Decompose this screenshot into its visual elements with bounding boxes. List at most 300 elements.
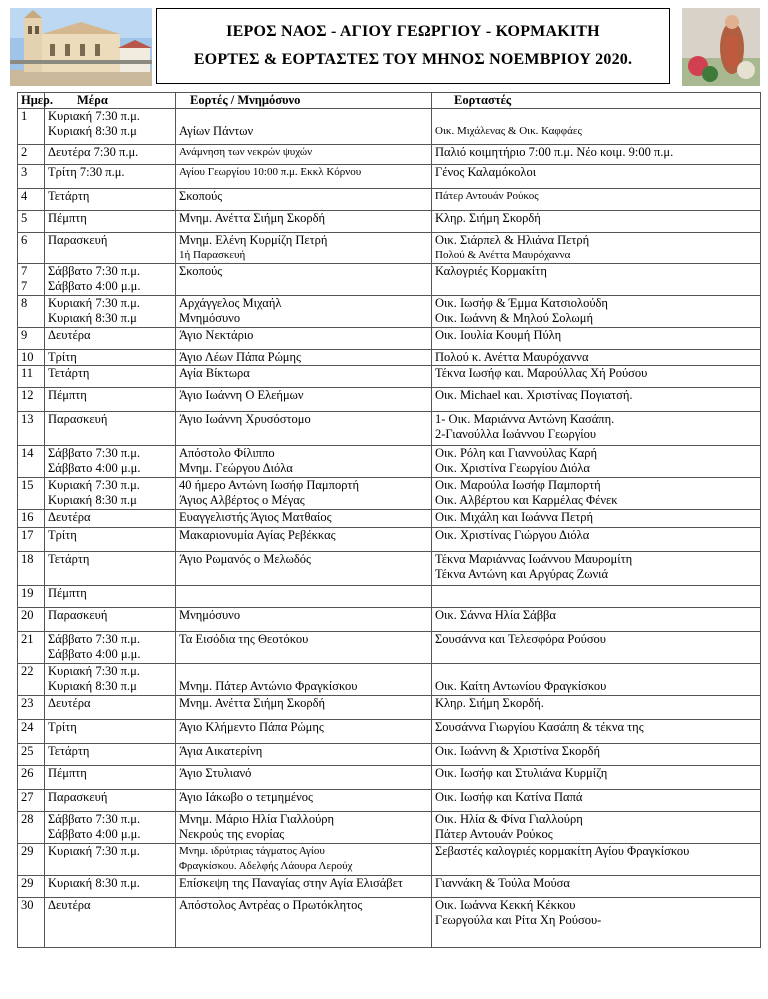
day-cell-line: 17: [21, 528, 34, 542]
feast-cell-line: Σκοπούς: [179, 264, 223, 278]
weekday-cell: [45, 328, 176, 350]
celebrant-cell-line: Γιαννάκη & Τούλα Μούσα: [435, 876, 570, 890]
feast-cell-line: Απόστολος Αντρέας ο Πρωτόκλητος: [179, 898, 363, 912]
month-title: ΕΟΡΤΕΣ & ΕΟΡΤΑΣΤΕΣ ΤΟΥ ΜΗΝΟΣ ΝΟΕΜΒΡΙΟΥ 2020.: [193, 51, 633, 68]
weekday-cell: [45, 412, 176, 446]
weekday-cell-line: Πέμπτη: [48, 211, 87, 225]
weekday-cell-line: Σάββατο 7:30 π.μ.: [48, 632, 141, 646]
weekday-cell: [45, 608, 176, 632]
celebrant-cell: [432, 233, 761, 264]
day-cell: [18, 528, 45, 552]
day-cell: [18, 233, 45, 264]
celebrant-cell-line: Οικ. Ιωάννα Κεκκή Κέκκου: [435, 898, 576, 912]
feast-cell: [176, 876, 432, 898]
weekday-cell-line: Δευτέρα: [48, 510, 91, 524]
feast-cell-line: Νεκρούς της ενορίας: [179, 827, 285, 841]
day-cell-line: 2: [21, 145, 28, 159]
page-header: [10, 8, 760, 88]
weekday-cell-line: Κυριακή 8:30 π.μ: [48, 124, 137, 138]
feast-cell-line: Άγιο Ιάκωβο ο τετμημένος: [179, 790, 314, 804]
weekday-cell-line: Κυριακή 7:30 π.μ.: [48, 664, 140, 678]
day-cell-line: 14: [21, 446, 34, 460]
day-cell-line: 29: [21, 876, 34, 890]
table-row: [18, 876, 761, 898]
feast-cell-line: Μνημόσυνο: [179, 608, 241, 622]
weekday-cell: [45, 720, 176, 744]
celebrant-cell-line: [435, 586, 760, 601]
weekday-cell-line: Τρίτη: [48, 720, 77, 734]
weekday-cell: [45, 388, 176, 412]
feast-cell: [176, 388, 432, 412]
day-cell-line: 5: [21, 211, 28, 225]
feast-cell-line: Αγίων Πάντων: [179, 124, 254, 138]
day-cell: [18, 328, 45, 350]
day-cell-line: 8: [21, 296, 28, 310]
celebrant-cell-line: Οικ. Ηλία & Φίνα Γιαλλούρη: [435, 812, 583, 826]
celebrant-cell-line: Οικ. Michael και. Χριστίνας Πογιατσή.: [435, 388, 633, 402]
celebrant-cell-line: Οικ. Ιωσήφ και Στυλιάνα Κυρμίζη: [435, 766, 608, 780]
table-row: [18, 350, 761, 366]
celebrant-cell-line: Καλογριές Κορμακίτη: [435, 264, 547, 278]
weekday-cell-line: Κυριακή 8:30 π.μ.: [48, 876, 140, 890]
celebrant-cell-line: [435, 109, 760, 124]
day-cell: [18, 790, 45, 812]
celebrant-cell-line: Πολού κ. Ανέττα Μαυρόχαννα: [435, 350, 589, 364]
weekday-cell-line: Τρίτη: [48, 528, 77, 542]
church-title: ΙΕΡΟΣ ΝΑΟΣ - ΑΓΙΟΥ ΓΕΩΡΓΙΟΥ - ΚΟΡΜΑΚΙΤΗ: [226, 23, 600, 40]
weekday-cell: [45, 552, 176, 586]
celebrant-cell-line: Οικ. Σάννα Ηλία Σάββα: [435, 608, 556, 622]
day-cell: [18, 165, 45, 189]
table-row: [18, 608, 761, 632]
celebrant-cell-line: Οικ. Καίτη Αντωνίου Φραγκίσκου: [435, 679, 607, 693]
weekday-cell: [45, 366, 176, 388]
celebrant-cell-line: Σουσάννα Γιωργίου Κασάπη & τέκνα της: [435, 720, 644, 734]
day-cell-line: 3: [21, 165, 28, 179]
day-cell-line: 30: [21, 898, 34, 912]
celebrant-cell: [432, 876, 761, 898]
day-cell-line: 12: [21, 388, 34, 402]
title-box: [156, 8, 670, 84]
day-cell: [18, 145, 45, 165]
day-cell-line: 10: [21, 350, 34, 364]
day-cell: [18, 898, 45, 948]
weekday-cell-line: Σάββατο 4:00 μ.μ.: [48, 461, 141, 475]
day-cell-line: 26: [21, 766, 34, 780]
feast-cell: [176, 608, 432, 632]
celebrant-cell-line: 2-Γιανούλλα Ιωάννου Γεωργίου: [435, 427, 597, 441]
weekday-cell: [45, 478, 176, 510]
weekday-cell-line: Σάββατο 4:00 μ.μ.: [48, 647, 141, 661]
weekday-cell: [45, 296, 176, 328]
feast-cell: [176, 528, 432, 552]
weekday-cell-line: Δευτέρα 7:30 π.μ.: [48, 145, 139, 159]
weekday-cell-line: Κυριακή 8:30 π.μ: [48, 311, 137, 325]
day-cell: [18, 812, 45, 844]
church-photo: [10, 8, 152, 86]
celebrant-cell-line: Τέκνα Ιωσήφ και. Μαρούλλας Χή Ρούσου: [435, 366, 648, 380]
feast-cell-line: Απόστολο Φίλιππο: [179, 446, 275, 460]
weekday-cell: [45, 211, 176, 233]
celebrant-cell-line: Τέκνα Μαριάννας Ιωάννου Μαυρομίτη: [435, 552, 633, 566]
celebrant-cell-line: Οικ. Ιωάννη & Μηλού Σολωμή: [435, 311, 594, 325]
weekday-cell: [45, 876, 176, 898]
weekday-cell-line: Κυριακή 7:30 π.μ.: [48, 109, 140, 123]
day-cell: [18, 766, 45, 790]
saint-statue-image: [682, 8, 760, 86]
day-cell: [18, 586, 45, 608]
celebrant-cell: [432, 744, 761, 766]
column-header-celebrants: Εορταστές: [432, 93, 761, 109]
weekday-cell: [45, 189, 176, 211]
celebrant-cell: [432, 388, 761, 412]
feast-cell-line: [179, 664, 431, 679]
day-cell-line: 16: [21, 510, 34, 524]
table-header-row: [18, 93, 761, 109]
feast-cell-line: 40 ήμερο Αντώνη Ιωσήφ Παμπορτή: [179, 478, 359, 492]
weekday-cell: [45, 744, 176, 766]
weekday-cell: [45, 350, 176, 366]
celebrant-cell-line: Οικ. Ιωάννη & Χριστίνα Σκορδή: [435, 744, 600, 758]
table-row: [18, 552, 761, 586]
weekday-cell-line: Πέμπτη: [48, 586, 87, 600]
celebrant-cell: [432, 350, 761, 366]
feast-cell: [176, 328, 432, 350]
day-cell: [18, 446, 45, 478]
feast-cell: [176, 165, 432, 189]
weekday-cell: [45, 264, 176, 296]
weekday-cell: [45, 233, 176, 264]
celebrant-cell: [432, 366, 761, 388]
feast-cell-line: [179, 109, 431, 124]
feast-cell-line: Τα Εισόδια της Θεοτόκου: [179, 632, 309, 646]
celebrant-cell: [432, 552, 761, 586]
day-cell: [18, 876, 45, 898]
weekday-cell-line: Κυριακή 8:30 π.μ: [48, 493, 137, 507]
feast-cell-line: Άγιο Ιωάννη Ο Ελεήμων: [179, 388, 304, 402]
feast-cell: [176, 510, 432, 528]
feast-cell-line: Μνημ. Ανέττα Σιήμη Σκορδή: [179, 211, 326, 225]
celebrant-cell: [432, 328, 761, 350]
celebrant-cell: [432, 608, 761, 632]
feast-cell: [176, 412, 432, 446]
feast-cell: [176, 145, 432, 165]
weekday-cell: [45, 165, 176, 189]
feast-cell-line: Άγιο Νεκτάριο: [179, 328, 254, 342]
feast-cell-line: Άγιο Στυλιανό: [179, 766, 252, 780]
celebrant-cell-line: Οικ. Χριστίνας Γιώργου Διόλα: [435, 528, 590, 542]
table-row: [18, 296, 761, 328]
feast-cell: [176, 844, 432, 876]
feast-cell-line: Μνημ. Ανέττα Σιήμη Σκορδή: [179, 696, 326, 710]
celebrant-cell-line: Πάτερ Αντουάν Ρούκος: [435, 827, 553, 841]
table-row: [18, 632, 761, 664]
weekday-cell-line: Τρίτη 7:30 π.μ.: [48, 165, 125, 179]
table-row: [18, 388, 761, 412]
table-row: [18, 189, 761, 211]
feast-cell: [176, 552, 432, 586]
celebrant-cell: [432, 696, 761, 720]
day-cell: [18, 510, 45, 528]
celebrant-cell-line: Οικ. Μιχάλη και Ιωάννα Πετρή: [435, 510, 594, 524]
table-row: [18, 744, 761, 766]
day-cell-line: 27: [21, 790, 34, 804]
church-building-image: [10, 8, 152, 86]
celebrant-cell-line: Οικ. Αλβέρτου και Καρμέλας Φένεκ: [435, 493, 618, 507]
feast-cell-line: Μνημόσυνο: [179, 311, 241, 325]
day-cell: [18, 632, 45, 664]
table-row: [18, 233, 761, 264]
feast-cell: [176, 744, 432, 766]
day-cell-line: 29: [21, 844, 34, 858]
celebrant-cell: [432, 478, 761, 510]
weekday-cell: [45, 632, 176, 664]
day-cell-line: 6: [21, 233, 28, 247]
feast-cell: [176, 664, 432, 696]
day-cell-line: 23: [21, 696, 34, 710]
weekday-cell-line: Δευτέρα: [48, 898, 91, 912]
day-cell: [18, 412, 45, 446]
feast-cell-line: Επίσκεψη της Παναγίας στην Αγία Ελισάβετ: [179, 876, 403, 890]
feast-cell-line: Άγιος Αλβέρτος ο Μέγας: [179, 493, 305, 507]
table-row: [18, 211, 761, 233]
celebrant-cell: [432, 145, 761, 165]
weekday-cell: [45, 844, 176, 876]
celebrant-cell-line: Πολού & Ανέττα Μαυρόχαννα: [435, 249, 571, 261]
weekday-cell: [45, 446, 176, 478]
feast-cell: [176, 264, 432, 296]
table-row: [18, 145, 761, 165]
table-row: [18, 528, 761, 552]
celebrant-cell: [432, 165, 761, 189]
day-cell-line: 22: [21, 664, 34, 678]
day-cell-line: 18: [21, 552, 34, 566]
table-row: [18, 812, 761, 844]
day-cell: [18, 720, 45, 744]
day-cell: [18, 296, 45, 328]
celebrant-cell-line: Σεβαστές καλογριές κορμακίτη Αγίου Φραγκίσκου: [435, 844, 690, 858]
weekday-cell-line: Παρασκευή: [48, 233, 108, 247]
weekday-cell-line: Τετάρτη: [48, 744, 90, 758]
weekday-cell-line: Σάββατο 7:30 π.μ.: [48, 446, 141, 460]
table-row: [18, 766, 761, 790]
weekday-cell: [45, 145, 176, 165]
day-cell: [18, 264, 45, 296]
feast-cell: [176, 446, 432, 478]
day-cell-line: 13: [21, 412, 34, 426]
day-cell: [18, 388, 45, 412]
feast-cell: [176, 109, 432, 145]
day-cell: [18, 478, 45, 510]
celebrant-cell: [432, 790, 761, 812]
celebrant-cell: [432, 528, 761, 552]
weekday-cell-line: Κυριακή 7:30 π.μ.: [48, 296, 140, 310]
feast-cell-line: Άγιο Κλήμεντο Πάπα Ρώμης: [179, 720, 324, 734]
feast-cell-line: Άγιο Λέων Πάπα Ρώμης: [179, 350, 301, 364]
celebrant-cell: [432, 812, 761, 844]
weekday-cell-line: Πέμπτη: [48, 388, 87, 402]
weekday-cell-line: Παρασκευή: [48, 412, 108, 426]
weekday-cell: [45, 109, 176, 145]
feast-cell-line: [179, 586, 431, 601]
feast-cell: [176, 766, 432, 790]
table-row: [18, 790, 761, 812]
table-row: [18, 510, 761, 528]
table-row: [18, 264, 761, 296]
celebrant-cell: [432, 720, 761, 744]
day-cell: [18, 552, 45, 586]
feast-cell: [176, 898, 432, 948]
feast-cell: [176, 790, 432, 812]
table-row: [18, 586, 761, 608]
celebrant-cell: [432, 844, 761, 876]
feast-cell-line: Άγιο Ιωάννη Χρυσόστομο: [179, 412, 311, 426]
table-row: [18, 446, 761, 478]
table-row: [18, 844, 761, 876]
column-header-weekday: Μέρα: [45, 93, 176, 109]
day-cell-line: 7: [21, 264, 28, 278]
day-cell: [18, 109, 45, 145]
day-cell-line: 4: [21, 189, 28, 203]
day-cell: [18, 189, 45, 211]
celebrant-cell: [432, 296, 761, 328]
celebrant-cell-line: [435, 664, 760, 679]
weekday-cell: [45, 586, 176, 608]
feast-cell: [176, 586, 432, 608]
table-row: [18, 696, 761, 720]
celebrant-cell-line: Σουσάννα και Τελεσφόρα Ρούσου: [435, 632, 606, 646]
weekday-cell-line: Κυριακή 8:30 π.μ: [48, 679, 137, 693]
weekday-cell-line: Τετάρτη: [48, 366, 90, 380]
feast-cell-line: Μνημ. Ελένη Κυρμίζη Πετρή: [179, 233, 328, 247]
column-header-day: Ημερ.: [18, 93, 45, 109]
weekday-cell-line: Κυριακή 7:30 π.μ.: [48, 844, 140, 858]
column-header-feasts: Εορτές / Μνημόσυνο: [176, 93, 432, 109]
day-cell: [18, 744, 45, 766]
table-row: [18, 165, 761, 189]
celebrant-cell-line: Οικ. Ρόλη και Γιαννούλας Καρή: [435, 446, 597, 460]
feast-cell-line: Φραγκίσκου. Αδελφής Λάουρα Λερούχ: [179, 860, 353, 872]
day-cell-line: 25: [21, 744, 34, 758]
day-cell-line: 21: [21, 632, 34, 646]
celebrant-cell: [432, 446, 761, 478]
weekday-cell-line: Κυριακή 7:30 π.μ.: [48, 478, 140, 492]
day-cell-line: 7: [21, 279, 28, 293]
celebrant-cell-line: 1- Οικ. Μαριάννα Αντώνη Κασάπη.: [435, 412, 615, 426]
table-row: [18, 328, 761, 350]
schedule-body: [18, 109, 761, 948]
day-cell: [18, 366, 45, 388]
feast-cell: [176, 366, 432, 388]
feast-cell-line: Αγίου Γεωργίου 10:00 π.μ. Εκκλ Κόρνου: [179, 166, 362, 178]
weekday-cell-line: Δευτέρα: [48, 696, 91, 710]
weekday-cell-line: Πέμπτη: [48, 766, 87, 780]
day-cell-line: 9: [21, 328, 28, 342]
day-cell: [18, 844, 45, 876]
weekday-cell: [45, 664, 176, 696]
day-cell: [18, 696, 45, 720]
day-cell: [18, 608, 45, 632]
weekday-cell: [45, 898, 176, 948]
celebrant-cell-line: Οικ. Χριστίνα Γεωργίου Διόλα: [435, 461, 590, 475]
feast-cell-line: Μνημ. Πάτερ Αντώνιο Φραγκίσκου: [179, 679, 358, 693]
feast-cell: [176, 296, 432, 328]
day-cell-line: 19: [21, 586, 34, 600]
weekday-cell-line: Τετάρτη: [48, 552, 90, 566]
celebrant-cell: [432, 264, 761, 296]
celebrant-cell: [432, 109, 761, 145]
feast-cell: [176, 696, 432, 720]
celebrant-cell-line: Τέκνα Αντώνη και Αργύρας Ζωνιά: [435, 567, 609, 581]
weekday-cell-line: Τρίτη: [48, 350, 77, 364]
day-cell: [18, 211, 45, 233]
celebrant-cell-line: Πάτερ Αντουάν Ρούκος: [435, 190, 539, 202]
feast-cell-line: Μνημ. ιδρύτριας τάγματος Αγίου: [179, 845, 325, 857]
celebrant-cell-line: Οικ. Σιάρπελ & Ηλιάνα Πετρή: [435, 233, 590, 247]
weekday-cell: [45, 696, 176, 720]
weekday-cell: [45, 812, 176, 844]
feast-cell-line: Αρχάγγελος Μιχαήλ: [179, 296, 282, 310]
feast-cell-line: Μνημ. Μάριο Ηλία Γιαλλούρη: [179, 812, 335, 826]
celebrant-cell: [432, 898, 761, 948]
celebrant-cell-line: Γεωργούλα και Ρίτα Χη Ρούσου-: [435, 913, 602, 927]
celebrant-cell-line: Οικ. Μιχάλενας & Οικ. Καφφάες: [435, 125, 582, 137]
feast-cell: [176, 632, 432, 664]
weekday-cell: [45, 766, 176, 790]
celebrant-cell-line: Γένος Καλαμόκολοι: [435, 165, 537, 179]
table-row: [18, 366, 761, 388]
feast-cell-line: 1ή Παρασκευή: [179, 249, 246, 261]
weekday-cell: [45, 528, 176, 552]
feast-cell-line: Άγια Αικατερίνη: [179, 744, 263, 758]
weekday-cell: [45, 790, 176, 812]
feast-cell-line: Αγία Βίκτωρα: [179, 366, 250, 380]
day-cell: [18, 350, 45, 366]
feast-cell: [176, 720, 432, 744]
feast-cell: [176, 211, 432, 233]
weekday-cell-line: Σάββατο 7:30 π.μ.: [48, 264, 141, 278]
weekday-cell-line: Δευτέρα: [48, 328, 91, 342]
icon-photo: [682, 8, 760, 86]
table-row: [18, 412, 761, 446]
celebrant-cell-line: Οικ. Ιωσήφ και Κατίνα Παπά: [435, 790, 583, 804]
celebrant-cell: [432, 586, 761, 608]
weekday-cell-line: Σάββατο 7:30 π.μ.: [48, 812, 141, 826]
table-row: [18, 898, 761, 948]
feast-cell-line: Ευαγγελιστής Άγιος Ματθαίος: [179, 510, 332, 524]
weekday-cell-line: Παρασκευή: [48, 790, 108, 804]
weekday-cell-line: Σάββατο 4:00 μ.μ.: [48, 279, 141, 293]
table-row: [18, 720, 761, 744]
feast-cell: [176, 189, 432, 211]
schedule-table: [17, 92, 761, 948]
celebrant-cell: [432, 632, 761, 664]
feast-cell: [176, 812, 432, 844]
weekday-cell-line: Σάββατο 4:00 μ.μ.: [48, 827, 141, 841]
weekday-cell-line: Παρασκευή: [48, 608, 108, 622]
celebrant-cell: [432, 189, 761, 211]
weekday-cell-line: Τετάρτη: [48, 189, 90, 203]
celebrant-cell-line: Κληρ. Σιήμη Σκορδή: [435, 211, 541, 225]
feast-cell-line: Σκοπούς: [179, 189, 223, 203]
table-row: [18, 478, 761, 510]
celebrant-cell-line: Κληρ. Σιήμη Σκορδή.: [435, 696, 544, 710]
table-row: [18, 109, 761, 145]
feast-cell: [176, 350, 432, 366]
celebrant-cell: [432, 510, 761, 528]
feast-cell: [176, 233, 432, 264]
celebrant-cell: [432, 766, 761, 790]
